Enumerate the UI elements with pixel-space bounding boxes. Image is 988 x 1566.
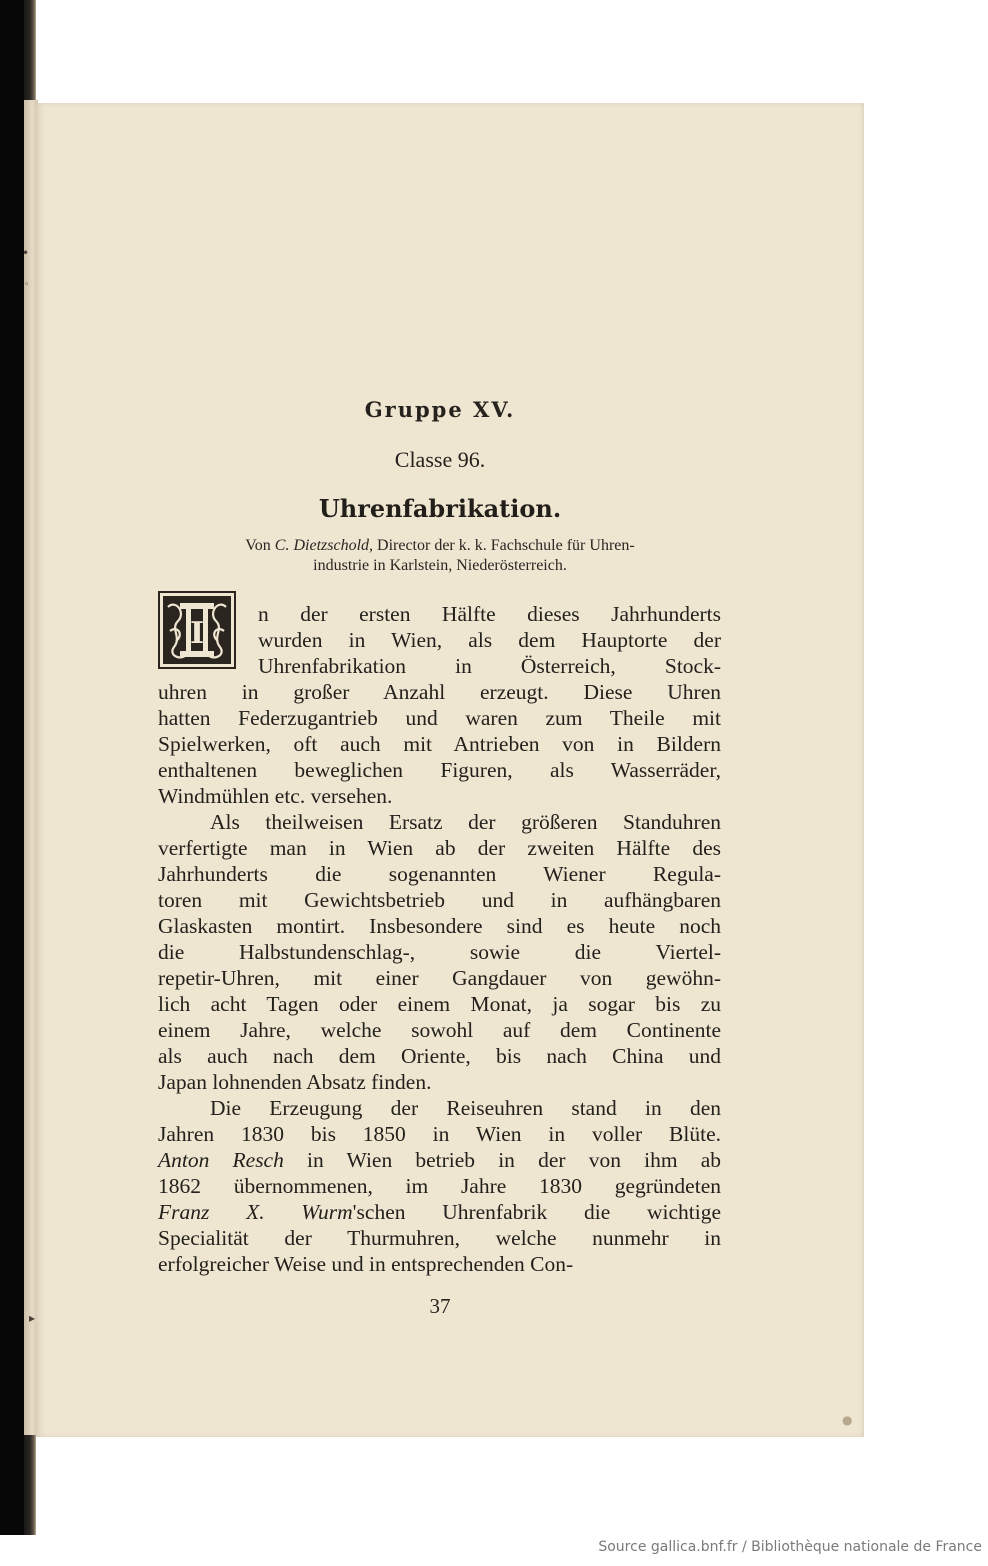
- line-text: Die Erzeugung der Reiseuhren stand in den: [210, 1096, 721, 1120]
- text-line: [158, 913, 721, 939]
- line-text: uhren in großer Anzahl erzeugt. Diese Uhren: [158, 680, 721, 704]
- line-text: Als theilweisen Ersatz der größeren Standuhren: [210, 810, 721, 834]
- text-line: [158, 1251, 721, 1277]
- line-text: 'schen Uhrenfabrik die wichtige: [352, 1200, 721, 1224]
- text-line: [258, 601, 721, 627]
- byline-author: C. Dietzschold,: [274, 537, 374, 554]
- text-line: [210, 1095, 721, 1121]
- initial-letter: I: [189, 616, 205, 651]
- line-text: hatten Federzugantrieb und waren zum Theile mit: [158, 706, 721, 730]
- line-text: erfolgreicher Weise und in entsprechenden Con-: [158, 1252, 574, 1276]
- margin-speck: ▸: [29, 1311, 36, 1325]
- line-text: einem Jahre, welche sowohl auf dem Continente: [158, 1018, 721, 1042]
- text-line: [258, 653, 721, 679]
- line-text: Spielwerken, oft auch mit Antrieben von in Bildern: [158, 732, 721, 756]
- class-heading: Classe 96.: [394, 447, 486, 472]
- italic-name: Franz X. Wurm: [158, 1200, 353, 1224]
- line-text: lich acht Tagen oder einem Monat, ja sogar bis zu: [158, 992, 721, 1016]
- source-attribution: Source gallica.bnf.fr / Bibliothèque nationale de France: [598, 1539, 982, 1555]
- line-text: Windmühlen etc. versehen.: [158, 784, 393, 808]
- line-text: Glaskasten montirt. Insbesondere sind es heute noch: [158, 914, 721, 938]
- group-heading: Gruppe XV.: [364, 397, 516, 422]
- line-text: verfertigte man in Wien ab der zweiten Hälfte des: [158, 836, 721, 860]
- article-title: Uhrenfabrikation.: [318, 494, 562, 523]
- text-line: [158, 939, 721, 965]
- decorated-initial: [158, 591, 236, 669]
- line-text: toren mit Gewichtsbetrieb und in aufhängbaren: [158, 888, 721, 912]
- byline-line-1: [150, 536, 730, 556]
- line-text: 1862 übernommenen, im Jahre 1830 gegründeten: [158, 1174, 721, 1198]
- line-text: Specialität der Thurmuhren, welche nunmehr in: [158, 1226, 721, 1250]
- text-line: [158, 1173, 721, 1199]
- text-line: [158, 887, 721, 913]
- text-line: [158, 679, 721, 705]
- text-line: [158, 861, 721, 887]
- text-line: [158, 1069, 721, 1095]
- margin-speck: ◦: [24, 280, 30, 290]
- text-line: [158, 1017, 721, 1043]
- line-text: als auch nach dem Oriente, bis nach China und: [158, 1044, 721, 1068]
- line-text: Jahrhunderts die sogenannten Wiener Regula-: [158, 862, 721, 886]
- line-text: enthaltenen beweglichen Figuren, als Wasserräder,: [158, 758, 721, 782]
- page-number: 37: [429, 1294, 451, 1318]
- italic-name: Anton Resch: [158, 1148, 284, 1172]
- text-line: [258, 627, 721, 653]
- page-corner-stain: ●: [842, 1413, 853, 1427]
- line-text: in Wien betrieb in der von ihm ab: [283, 1148, 721, 1172]
- line-text: Jahren 1830 bis 1850 in Wien in voller Blüte.: [158, 1122, 721, 1146]
- text-line: [158, 1225, 721, 1251]
- byline-position: Director der k. k. Fachschule für Uhren-: [377, 537, 635, 554]
- line-text: Japan lohnenden Absatz finden.: [158, 1070, 432, 1094]
- text-line: [210, 809, 721, 835]
- text-line: [158, 1121, 721, 1147]
- line-text: n der ersten Hälfte dieses Jahrhunderts: [258, 602, 721, 626]
- line-text: Uhrenfabrikation in Österreich, Stock-: [258, 654, 721, 678]
- text-line: [158, 965, 721, 991]
- text-line: [158, 757, 721, 783]
- line-text: die Halbstundenschlag-, sowie die Viertel-: [158, 940, 721, 964]
- text-line: [158, 705, 721, 731]
- text-line: [158, 1147, 721, 1173]
- text-line: [158, 1199, 721, 1225]
- line-text: wurden in Wien, als dem Hauptorte der: [258, 628, 721, 652]
- text-line: [158, 991, 721, 1017]
- margin-speck: •: [22, 246, 30, 260]
- byline-prefix: Von: [245, 537, 271, 554]
- byline: [150, 536, 730, 576]
- text-line: [158, 731, 721, 757]
- text-line: [158, 835, 721, 861]
- byline-line-2: industrie in Karlstein, Niederösterreich.: [313, 557, 567, 574]
- text-line: [158, 1043, 721, 1069]
- text-line: [158, 783, 721, 809]
- line-text: repetir-Uhren, mit einer Gangdauer von gewöhn-: [158, 966, 721, 990]
